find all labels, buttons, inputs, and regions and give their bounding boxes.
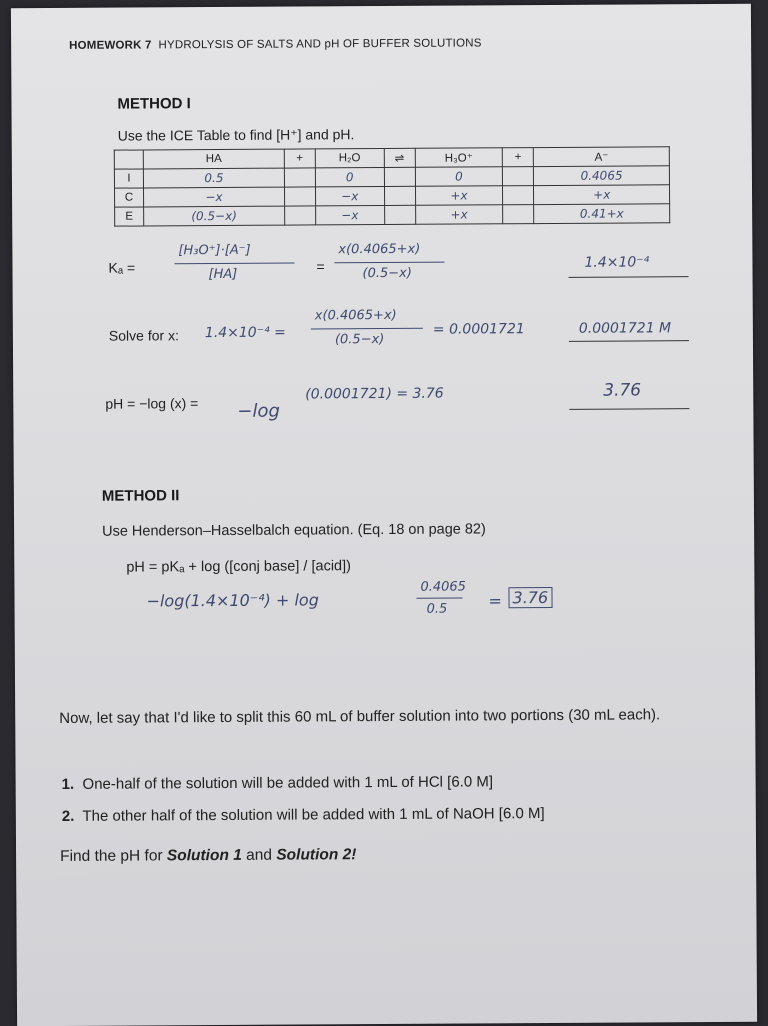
ka-fraction-bar [174, 263, 294, 265]
ice-cell-ha: (0.5−x) [144, 206, 285, 226]
split-intro: Now, let say that I'd like to split this 60 mL of buffer solution into two portions (30 mL each). [59, 706, 661, 727]
ice-header-h3o: H₃O⁺ [415, 148, 503, 168]
ka-answer-line [569, 276, 689, 278]
ice-row-label: E [115, 207, 144, 226]
ice-row-label: C [114, 188, 143, 207]
ice-header-a: A⁻ [534, 147, 670, 167]
ice-cell-ha: −x [143, 187, 284, 207]
homework-title: HYDROLYSIS OF SALTS AND pH OF BUFFER SOLUTIONS [158, 37, 482, 52]
hh-work-equals: = [488, 591, 502, 611]
ka-label: Kₐ = [108, 259, 136, 276]
ka-equals: = [316, 258, 325, 275]
ka-rhs-denominator: (0.5−x) [362, 265, 412, 282]
ice-cell-spacer [384, 167, 415, 186]
method-2-instruction: Use Henderson–Hasselbalch equation. (Eq. 18 on page 82) [102, 521, 486, 540]
solve-answer: 0.0001721 M [578, 320, 672, 337]
ice-cell-h2o: −x [316, 205, 385, 224]
ice-cell-spacer [384, 186, 415, 205]
ice-cell-a: 0.4065 [534, 166, 670, 186]
question-1-number: 1. [61, 775, 75, 793]
ka-denominator: [HA] [208, 266, 238, 283]
ice-header-equilibrium-arrow: ⇌ [384, 148, 415, 167]
ice-cell-spacer [384, 205, 415, 224]
ka-answer: 1.4×10⁻⁴ [584, 254, 650, 271]
question-1 [62, 773, 493, 793]
ice-header-blank [114, 150, 143, 169]
find-and: and [241, 846, 277, 864]
ice-header-plus-2: + [503, 148, 534, 167]
solve-result: = 0.0001721 [432, 321, 525, 338]
ph-expression: (0.0001721) = 3.76 [305, 385, 444, 403]
hh-work-fraction-bar [417, 598, 463, 600]
hh-work: −log(1.4×10⁻⁴) + log [146, 590, 319, 611]
ice-cell-spacer [284, 187, 315, 206]
hh-answer: 3.76 [508, 587, 552, 608]
method-1-instruction: Use the ICE Table to find [H⁺] and pH. [117, 126, 355, 144]
ka-rhs-fraction-bar [334, 262, 444, 264]
solve-lhs: 1.4×10⁻⁴ = [204, 324, 286, 342]
ice-cell-spacer [503, 205, 534, 224]
ph-log: −log [237, 400, 280, 422]
solve-fraction-bar [311, 328, 423, 330]
solve-numerator: x(0.4065+x) [314, 307, 397, 324]
ka-numerator: [H₃O⁺]·[A⁻] [178, 242, 251, 259]
ice-cell-h2o: −x [315, 186, 384, 205]
ice-row-equilibrium [115, 204, 670, 226]
worksheet-page [11, 4, 757, 1026]
ice-cell-spacer [503, 186, 534, 205]
solve-answer-line [569, 340, 689, 342]
ice-cell-h3o: 0 [415, 167, 503, 187]
ph-answer-line [569, 408, 689, 410]
ph-label: pH = −log (x) = [105, 395, 199, 412]
ice-cell-spacer [284, 168, 315, 187]
ice-table [114, 146, 670, 226]
ice-cell-h2o: 0 [315, 167, 384, 186]
find-prefix: Find the pH for [60, 847, 167, 865]
ice-header-ha: HA [143, 149, 284, 169]
method-1-title: METHOD I [117, 95, 191, 113]
question-2-text: The other half of the solution will be added with 1 mL of NaOH [6.0 M] [82, 805, 545, 825]
hh-work-numerator: 0.4065 [420, 579, 466, 595]
find-ph-prompt [60, 846, 356, 866]
ice-cell-a: 0.41+x [534, 204, 670, 224]
question-2-number: 2. [61, 807, 75, 825]
ph-answer: 3.76 [603, 380, 642, 401]
ice-cell-h3o: +x [415, 186, 503, 206]
method-2-title: METHOD II [101, 487, 180, 505]
question-2 [62, 805, 545, 825]
ice-cell-ha: 0.5 [143, 168, 284, 188]
solve-denominator: (0.5−x) [334, 331, 385, 348]
homework-number: HOMEWORK 7 [69, 39, 152, 52]
ice-row-label: I [114, 169, 143, 188]
solution-2-label: Solution 2! [276, 846, 357, 864]
ice-cell-h3o: +x [415, 205, 503, 225]
ice-header-h2o: H₂O [315, 148, 384, 167]
question-1-text: One-half of the solution will be added with 1 mL of HCl [6.0 M] [82, 773, 494, 793]
ice-cell-spacer [503, 167, 534, 186]
solution-1-label: Solution 1 [166, 846, 242, 865]
ice-cell-a: +x [534, 185, 670, 205]
ice-cell-spacer [285, 206, 316, 225]
ice-header-plus-1: + [284, 149, 315, 168]
ka-rhs-numerator: x(0.4065+x) [338, 241, 421, 258]
hh-equation: pH = pKₐ + log ([conj base] / [acid]) [126, 558, 351, 576]
hh-work-denominator: 0.5 [426, 601, 448, 617]
solve-label: Solve for x: [108, 327, 179, 344]
page-header [69, 37, 482, 52]
